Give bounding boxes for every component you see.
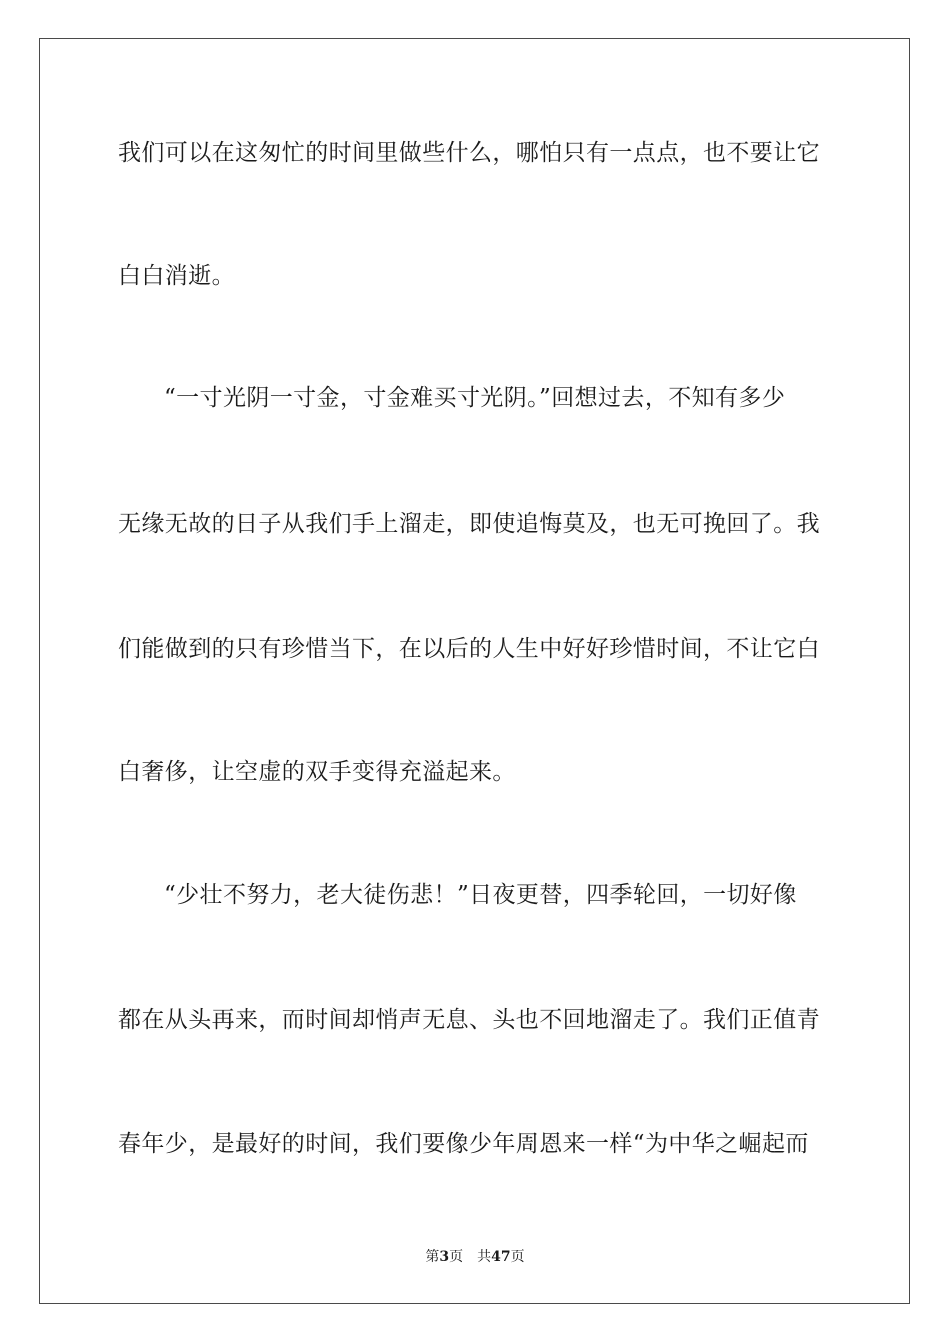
- text-line: 们能做到的只有珍惜当下，在以后的人生中好好珍惜时间，不让它白: [118, 636, 820, 662]
- text-line: 白奢侈，让空虚的双手变得充溢起来。: [118, 759, 516, 785]
- text-line: 春年少，是最好的时间，我们要像少年周恩来一样“为中华之崛起而: [118, 1131, 809, 1157]
- page-prefix: 第: [425, 1249, 440, 1265]
- text-line: 都在从头再来，而时间却悄声无息、头也不回地溜走了。我们正值青: [118, 1007, 820, 1033]
- page-number: 3: [439, 1249, 450, 1265]
- paragraph-start-line: “少壮不努力，老大徒伤悲！”日夜更替，四季轮回，一切好像: [164, 882, 797, 908]
- text-line: 无缘无故的日子从我们手上溜走，即使追悔莫及，也无可挽回了。我: [118, 511, 820, 537]
- page-border: [39, 38, 910, 1304]
- text-line: 我们可以在这匆忙的时间里做些什么，哪怕只有一点点，也不要让它: [118, 140, 820, 166]
- paragraph-start-line: “一寸光阴一寸金，寸金难买寸光阴。”回想过去，不知有多少: [164, 385, 786, 411]
- total-pages: 47: [491, 1249, 511, 1265]
- total-suffix: 页: [510, 1249, 525, 1265]
- total-prefix: 共: [477, 1249, 492, 1265]
- page-footer: [0, 1247, 950, 1267]
- text-line: 白白消逝。: [118, 263, 235, 289]
- page-suffix: 页: [449, 1249, 464, 1265]
